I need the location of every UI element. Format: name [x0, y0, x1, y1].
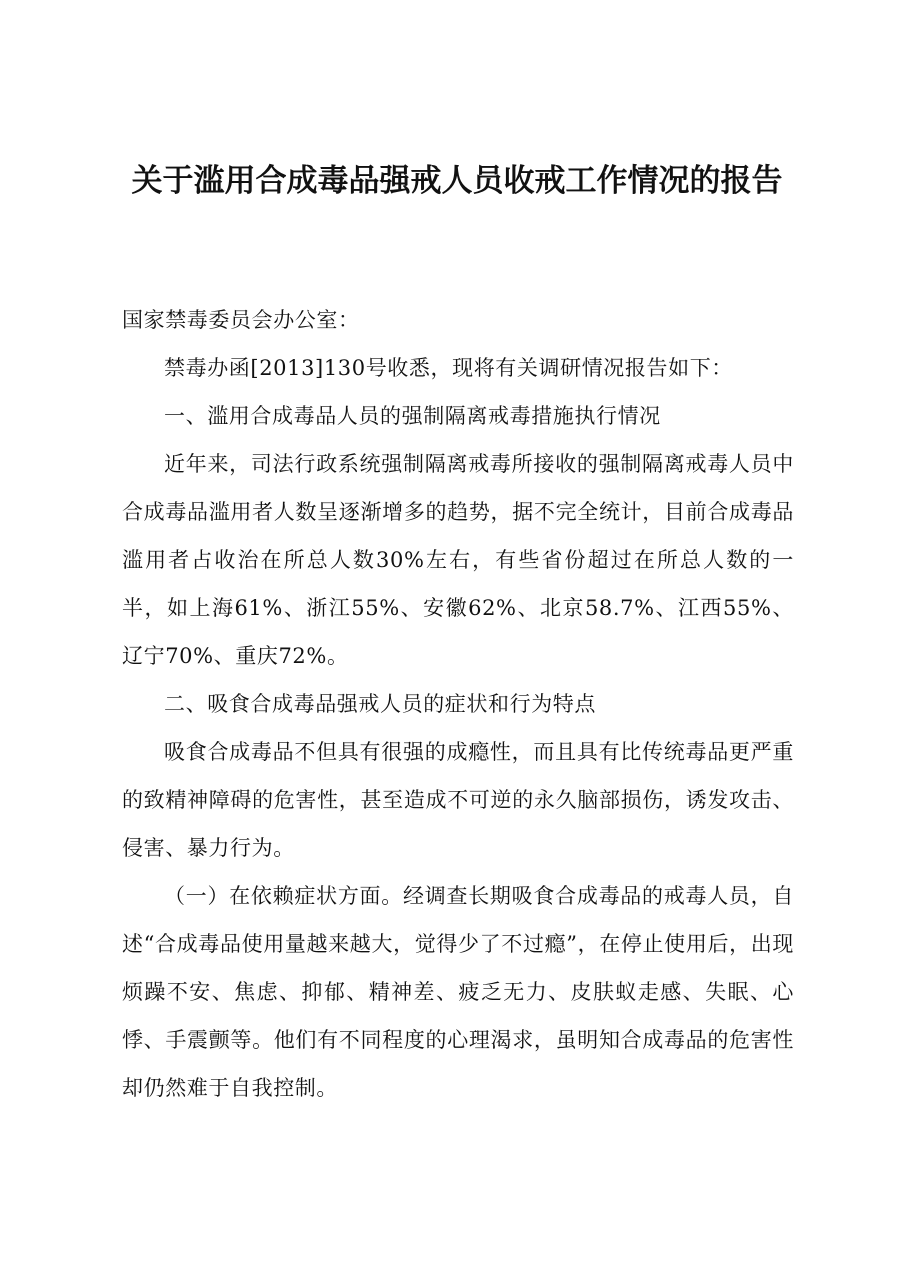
paragraph-section-2: 吸食合成毒品不但具有很强的成瘾性，而且具有比传统毒品更严重的致精神障碍的危害性，甚至造成不可逆的永久脑部损伤，诱发攻击、侵害、暴力行为。 [122, 740, 794, 860]
salutation: 国家禁毒委员会办公室： [122, 308, 360, 332]
document-body [122, 296, 794, 1112]
paragraph-intro: 禁毒办函[2013]130号收悉，现将有关调研情况报告如下： [164, 356, 733, 380]
section-heading-1: 一、滥用合成毒品人员的强制隔离戒毒措施执行情况 [164, 404, 661, 428]
document-title: 关于滥用合成毒品强戒人员收戒工作情况的报告 [131, 163, 783, 199]
paragraph-subsection-1: （一）在依赖症状方面。经调查长期吸食合成毒品的戒毒人员，自述“合成毒品使用量越来越大，觉得少了不过瘾”，在停止使用后，出现烦躁不安、焦虑、抑郁、精神差、疲乏无力、皮肤蚁走感、失眠、心悸、手震颤等。他们有不同程度的心理渴求，虽明知合成毒品的危害性却仍然难于自我控制。 [122, 884, 794, 1100]
section-heading-2: 二、吸食合成毒品强戒人员的症状和行为特点 [164, 692, 596, 716]
paragraph-section-1: 近年来，司法行政系统强制隔离戒毒所接收的强制隔离戒毒人员中合成毒品滥用者人数呈逐渐增多的趋势，据不完全统计，目前合成毒品滥用者占收治在所总人数30%左右，有些省份超过在所总人数的一半，如上海61%、浙江55%、安徽62%、北京58.7%、江西55%、辽宁70%、重庆72%。 [122, 452, 794, 668]
